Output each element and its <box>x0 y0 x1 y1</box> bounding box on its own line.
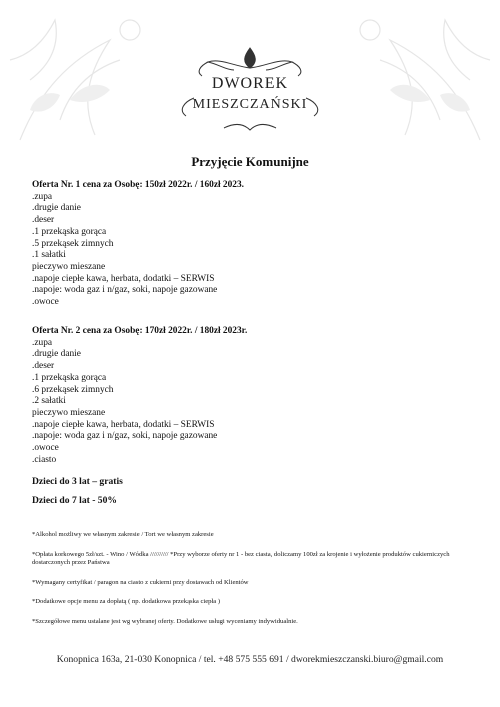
offer-1 <box>32 180 472 309</box>
offer-2-item: .napoje ciepłe kawa, herbata, dodatki – SERWIS <box>32 419 215 430</box>
offer-2-item: .ciasto <box>32 454 57 465</box>
kids-price-1: Dzieci do 3 lat – gratis <box>32 476 123 487</box>
offer-2-item: .2 sałatki <box>32 396 66 407</box>
offer-1-item: .1 sałatki <box>32 250 66 261</box>
offer-1-item: .deser <box>32 215 55 226</box>
footer-contact: Konopnica 163a, 21-030 Konopnica / tel. +48 575 555 691 / dworekmieszczanski.biuro@gmail.com <box>56 654 444 665</box>
offer-1-item: .5 przekąsek zimnych <box>32 238 114 249</box>
dworek-logo <box>164 44 336 132</box>
note-item: *Opłata korkowego 5zł/szt. - Wino / Wódka ////////// *Przy wyborze oferty nr 1 - bez ciasta, doliczamy 100zł za krojenie i wyłożenie produktów cukierniczych dostarczonych przez Państwa <box>32 550 450 567</box>
note-item: *Dodatkowe opcje menu za dopłatą ( np. dodatkowa przekąska ciepła ) <box>32 598 221 606</box>
offer-2-item: .1 przekąska gorąca <box>32 372 107 383</box>
kids-price-2: Dzieci do 7 lat - 50% <box>32 495 117 506</box>
offer-1-item: .napoje: woda gaz i n/gaz, soki, napoje gazowane <box>32 285 218 296</box>
note-item: *Szczegółowe menu ustalane jest wg wybranej oferty. Dodatkowe usługi wyceniamy indywidualnie. <box>32 617 298 625</box>
offer-1-item: .napoje ciepłe kawa, herbata, dodatki – SERWIS <box>32 273 215 284</box>
offer-2-item: .owoce <box>32 443 59 454</box>
offer-2-item: .drugie danie <box>32 349 81 360</box>
offer-1-heading: Oferta Nr. 1 cena za Osobę: 150zł 2022r. / 160zł 2023. <box>32 180 245 190</box>
offer-1-item: .1 przekąska gorąca <box>32 226 107 237</box>
page-title: Przyjęcie Komunijne <box>191 154 309 169</box>
offer-1-item: pieczywo mieszane <box>32 261 106 272</box>
offer-1-item: .owoce <box>32 297 59 308</box>
offer-1-item: .drugie danie <box>32 203 81 214</box>
note-item: *Wymagany certyfikat / paragon na ciasto z cukierni przy dostawach od Klientów <box>32 578 249 586</box>
offer-2 <box>32 326 472 466</box>
offer-2-heading: Oferta Nr. 2 cena za Osobę: 170zł 2022r. / 180zł 2023r. <box>32 326 248 336</box>
offer-2-item: .zupa <box>32 337 53 348</box>
offer-2-item: .napoje: woda gaz i n/gaz, soki, napoje gazowane <box>32 431 218 442</box>
offer-2-item: .deser <box>32 361 55 372</box>
offer-2-item: pieczywo mieszane <box>32 407 106 418</box>
offer-1-item: .zupa <box>32 191 53 202</box>
note-item: *Alkohol możliwy we własnym zakresie / Tort we własnym zakresie <box>32 531 214 538</box>
notes <box>32 531 472 638</box>
logo-line2: MIESZCZAŃSKI <box>192 97 308 112</box>
logo-line1: DWOREK <box>211 75 289 92</box>
offer-2-item: .6 przekąsek zimnych <box>32 384 114 395</box>
